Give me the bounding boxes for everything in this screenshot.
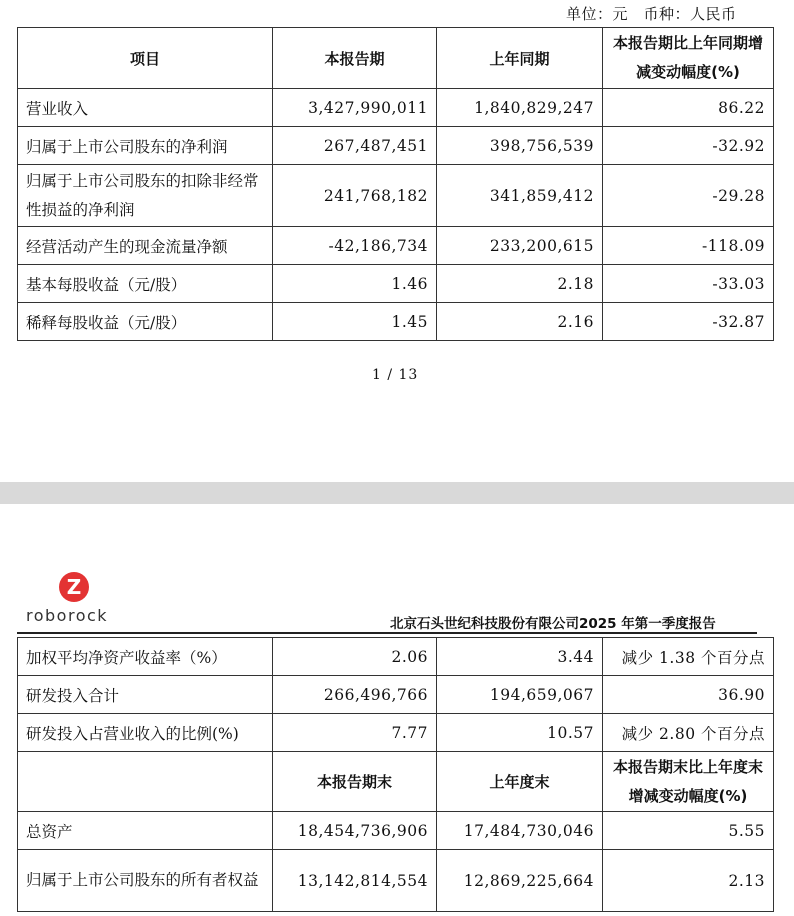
row-current: 1.45 [273, 303, 437, 341]
row-label: 基本每股收益（元/股） [18, 265, 273, 303]
table-row [18, 714, 774, 752]
roborock-logo [26, 572, 116, 632]
table-row [18, 227, 774, 265]
row-prior: 233,200,615 [437, 227, 603, 265]
row-label: 稀释每股收益（元/股） [18, 303, 273, 341]
financial-table-1 [17, 27, 774, 341]
row-prior: 398,756,539 [437, 127, 603, 165]
header-prior: 上年度末 [437, 752, 603, 812]
table-row [18, 127, 774, 165]
row-label: 研发投入占营业收入的比例(%) [18, 714, 273, 752]
row-current: 241,768,182 [273, 165, 437, 227]
table-header-row [18, 752, 774, 812]
row-prior: 341,859,412 [437, 165, 603, 227]
table-row [18, 265, 774, 303]
row-change: 2.13 [603, 850, 774, 912]
financial-table-2 [17, 637, 774, 912]
row-prior: 3.44 [437, 638, 603, 676]
row-current: 1.46 [273, 265, 437, 303]
row-change: 5.55 [603, 812, 774, 850]
row-change: 减少 2.80 个百分点 [603, 714, 774, 752]
table-row [18, 850, 774, 912]
page-2 [0, 504, 794, 916]
header-change: 本报告期比上年同期增减变动幅度(%) [603, 28, 774, 89]
row-label: 营业收入 [18, 89, 273, 127]
row-change: 36.90 [603, 676, 774, 714]
row-prior: 2.16 [437, 303, 603, 341]
row-prior: 194,659,067 [437, 676, 603, 714]
header-rule [17, 632, 757, 634]
row-label: 经营活动产生的现金流量净额 [18, 227, 273, 265]
header-current: 本报告期末 [273, 752, 437, 812]
row-current: 267,487,451 [273, 127, 437, 165]
row-current: 18,454,736,906 [273, 812, 437, 850]
row-current: 7.77 [273, 714, 437, 752]
table-row [18, 89, 774, 127]
page-separator [0, 482, 794, 504]
row-label: 归属于上市公司股东的所有者权益 [18, 850, 273, 912]
report-title: 北京石头世纪科技股份有限公司2025 年第一季度报告 [390, 616, 716, 632]
unit-line: 单位：元 币种：人民币 [566, 5, 737, 23]
page-number: 1 / 13 [372, 367, 419, 383]
row-label: 归属于上市公司股东的净利润 [18, 127, 273, 165]
row-current: 2.06 [273, 638, 437, 676]
table-row [18, 165, 774, 227]
row-change: 减少 1.38 个百分点 [603, 638, 774, 676]
header-current: 本报告期 [273, 28, 437, 89]
row-prior: 1,840,829,247 [437, 89, 603, 127]
row-prior: 17,484,730,046 [437, 812, 603, 850]
row-current: 13,142,814,554 [273, 850, 437, 912]
logo-mark-icon: Z [59, 572, 89, 602]
header-change: 本报告期末比上年度末增减变动幅度(%) [603, 752, 774, 812]
row-current: 266,496,766 [273, 676, 437, 714]
row-change: -32.87 [603, 303, 774, 341]
row-prior: 12,869,225,664 [437, 850, 603, 912]
row-current: 3,427,990,011 [273, 89, 437, 127]
table-row [18, 812, 774, 850]
row-change: -32.92 [603, 127, 774, 165]
logo-wordmark: roborock [26, 606, 109, 625]
row-prior: 2.18 [437, 265, 603, 303]
row-label: 加权平均净资产收益率（%） [18, 638, 273, 676]
table-row [18, 676, 774, 714]
header-item: 项目 [18, 28, 273, 89]
row-current: -42,186,734 [273, 227, 437, 265]
header-item [18, 752, 273, 812]
row-label: 归属于上市公司股东的扣除非经常性损益的净利润 [18, 165, 273, 227]
table-row [18, 638, 774, 676]
row-change: 86.22 [603, 89, 774, 127]
row-change: -33.03 [603, 265, 774, 303]
row-label: 总资产 [18, 812, 273, 850]
table-row [18, 303, 774, 341]
row-change: -118.09 [603, 227, 774, 265]
table-header-row [18, 28, 774, 89]
row-label: 研发投入合计 [18, 676, 273, 714]
row-change: -29.28 [603, 165, 774, 227]
header-prior: 上年同期 [437, 28, 603, 89]
row-prior: 10.57 [437, 714, 603, 752]
